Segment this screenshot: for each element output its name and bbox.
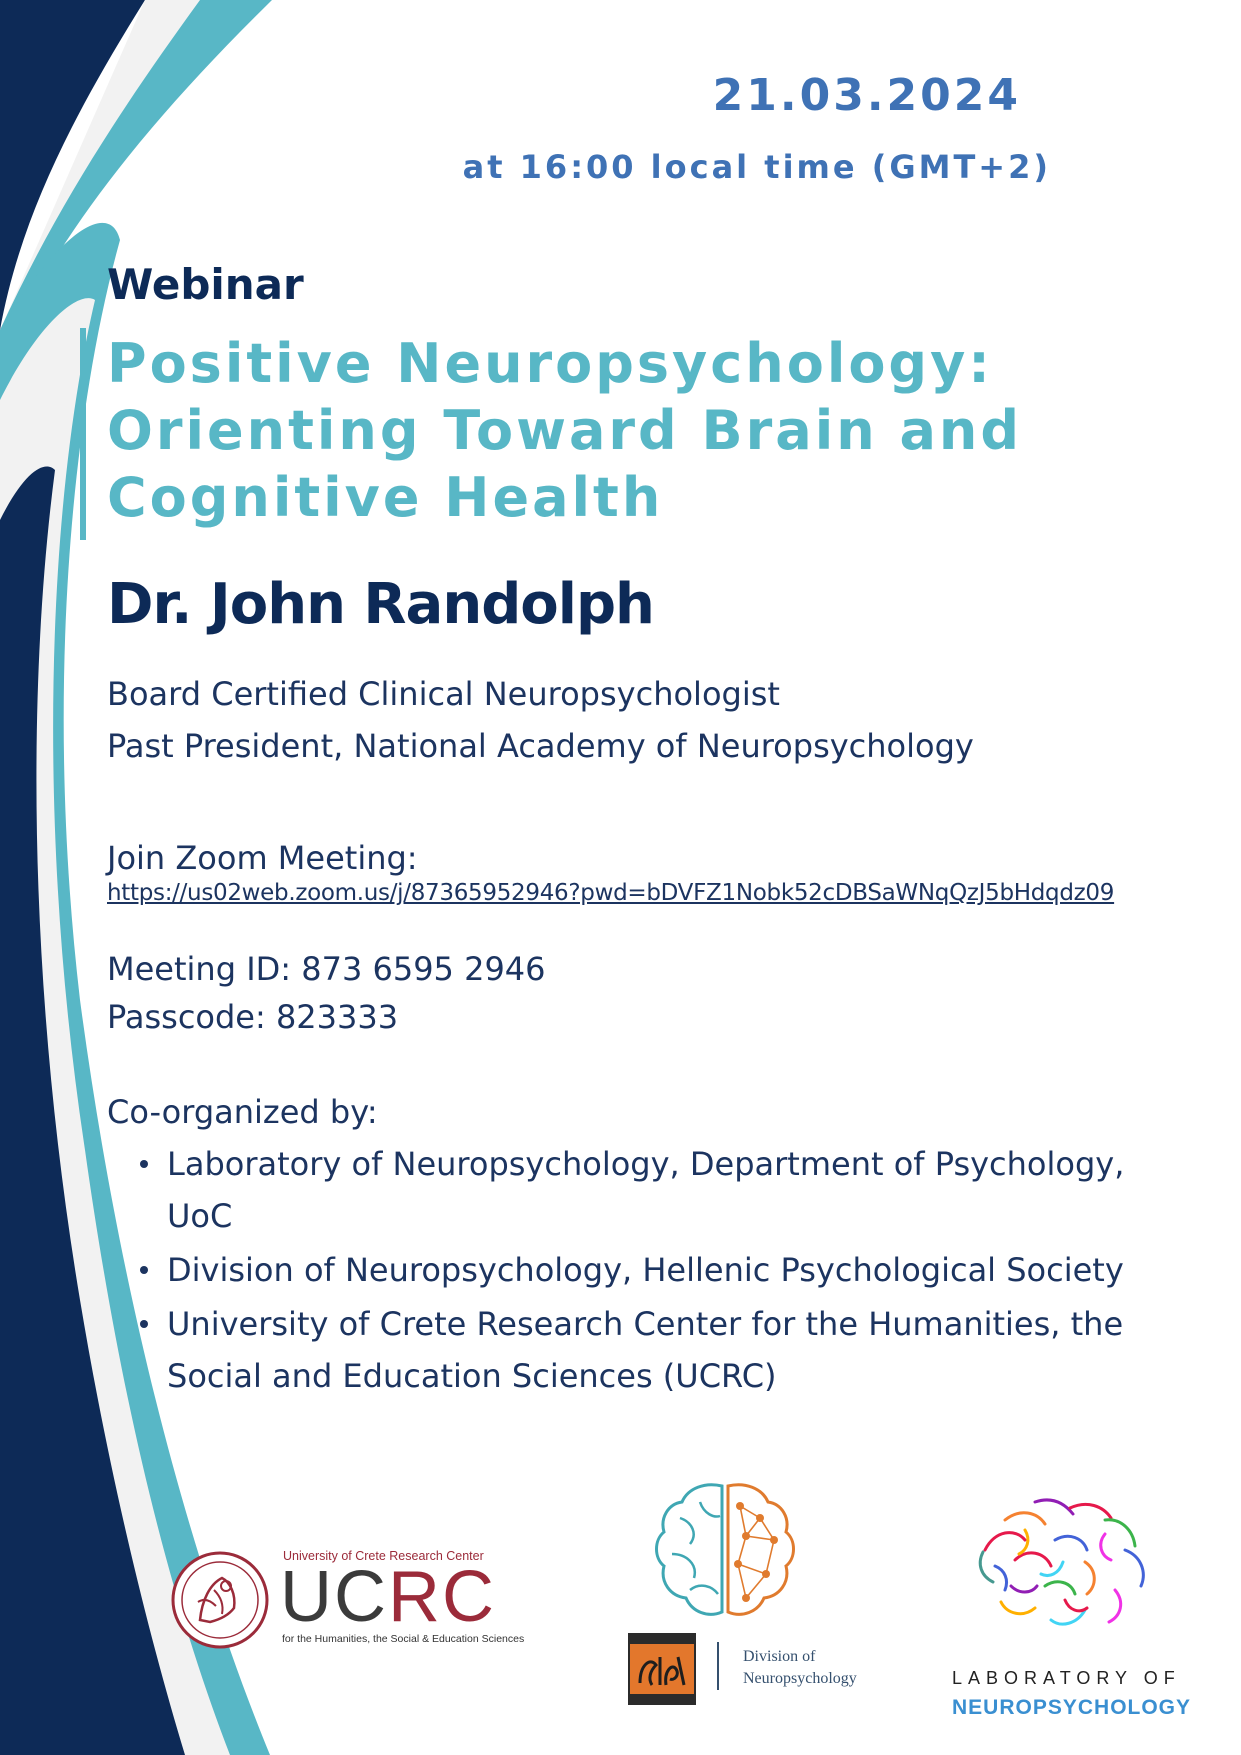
division-neuropsychology-logo xyxy=(625,1478,875,1708)
organizers-label: Co-organized by: xyxy=(107,1093,378,1131)
ucrc-logo-uc: UC xyxy=(280,1557,388,1637)
division-logo-divider xyxy=(717,1642,719,1690)
ucrc-logo-subtitle: for the Humanities, the Social & Education Sciences xyxy=(282,1633,525,1645)
ucrc-logo xyxy=(170,1535,530,1645)
speaker-name: Dr. John Randolph xyxy=(107,572,654,637)
division-logo-text xyxy=(743,1646,857,1690)
laboratory-logo xyxy=(950,1490,1190,1720)
speaker-role-2: Past President, National Academy of Neuropsychology xyxy=(107,727,974,765)
ucrc-logo-rc: RC xyxy=(388,1557,496,1637)
organizer-item: Division of Neuropsychology, Hellenic Psychological Society xyxy=(140,1244,1140,1296)
laboratory-logo-line2: NEUROPSYCHOLOGY xyxy=(952,1696,1192,1719)
title-accent-bar xyxy=(80,328,86,540)
colorful-brain-icon xyxy=(965,1490,1165,1640)
webinar-title: Positive Neuropsychology: Orienting Toward Brain and Cognitive Health xyxy=(107,332,1023,529)
division-logo-line2: Neuropsychology xyxy=(743,1670,857,1687)
division-logo-line1: Division of xyxy=(743,1648,816,1665)
speaker-role-1: Board Certified Clinical Neuropsychologist xyxy=(107,675,780,713)
organizer-item: Laboratory of Neuropsychology, Department of Psychology, UoC xyxy=(140,1138,1140,1242)
hellenic-psychological-society-emblem xyxy=(628,1633,696,1705)
event-time: at 16:00 local time (GMT+2) xyxy=(462,148,1051,186)
organizers-list xyxy=(140,1138,1140,1404)
passcode: Passcode: 823333 xyxy=(107,998,399,1036)
brain-network-icon xyxy=(650,1478,800,1628)
event-date: 21.03.2024 xyxy=(712,70,1021,121)
ucrc-seal-icon xyxy=(170,1550,270,1650)
event-type-label: Webinar xyxy=(107,260,304,309)
zoom-meeting-link[interactable]: https://us02web.zoom.us/j/87365952946?pwd=bDVFZ1Nobk52cDBSaWNqQzJ5bHdqdz09 xyxy=(107,880,1115,906)
zoom-label: Join Zoom Meeting: xyxy=(107,839,418,877)
meeting-id: Meeting ID: 873 6595 2946 xyxy=(107,950,546,988)
ucrc-logo-top-text: University of Crete Research Center xyxy=(283,1549,484,1563)
ucrc-logo-wordmark xyxy=(280,1557,496,1637)
organizer-item: University of Crete Research Center for the Humanities, the Social and Education Sciences (UCRC) xyxy=(140,1298,1140,1402)
laboratory-logo-line1: LABORATORY OF xyxy=(952,1668,1181,1688)
